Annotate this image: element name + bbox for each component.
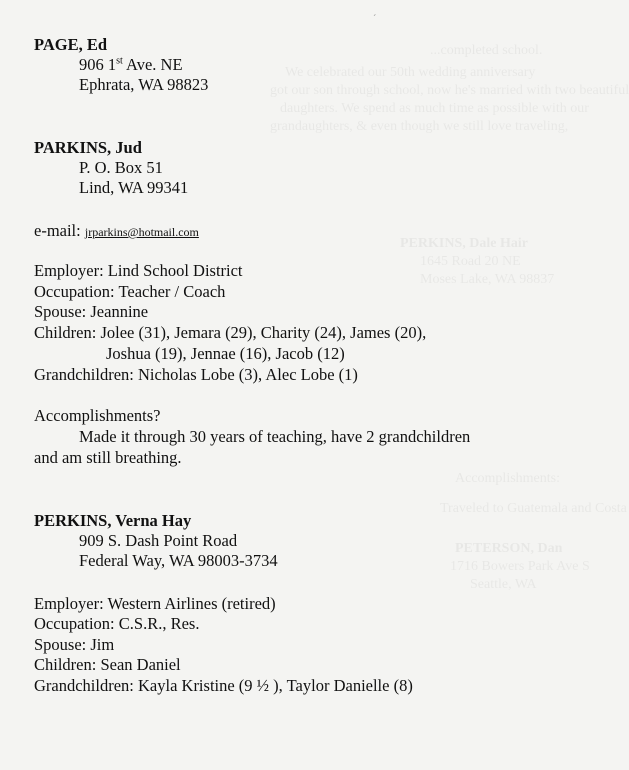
scan-speck: ˊ — [373, 14, 377, 25]
entry-address-line2: Lind, WA 99341 — [79, 178, 189, 197]
entry-address-line2: Ephrata, WA 98823 — [79, 75, 209, 94]
email-line — [34, 221, 199, 242]
employer-line: Employer: Western Airlines (retired) — [34, 594, 276, 613]
ghost-text-line: Accomplishments: — [455, 471, 560, 486]
occupation-line: Occupation: C.S.R., Res. — [34, 614, 200, 633]
ghost-text-line: Moses Lake, WA 98837 — [420, 272, 555, 287]
ghost-text-line: ...completed school. — [430, 43, 543, 58]
accomplishments-text: Made it through 30 years of teaching, have 2 grandchildren — [79, 427, 471, 446]
email-label: e-mail: — [34, 221, 81, 240]
email-link[interactable]: jrparkins@hotmail.com — [84, 225, 199, 239]
accomplishments-label: Accomplishments? — [34, 406, 161, 425]
ghost-text-line: daughters. We spend as much time as possible with our — [280, 101, 589, 116]
entry-name: PERKINS, Verna Hay — [34, 511, 192, 530]
entry-name: PARKINS, Jud — [34, 138, 142, 157]
ghost-text-line: 1716 Bowers Park Ave S — [450, 559, 590, 574]
accomplishments-text-continued: and am still breathing. — [34, 448, 182, 467]
children-line: Children: Jolee (31), Jemara (29), Charity (24), James (20), — [34, 323, 427, 342]
ghost-text-line: PERKINS, Dale Hair — [400, 236, 528, 251]
entry-name: PAGE, Ed — [34, 35, 108, 54]
entry-address-line1: P. O. Box 51 — [79, 158, 163, 177]
spouse-line: Spouse: Jim — [34, 635, 115, 654]
ghost-text-line: grandaughters, & even though we still love traveling, — [270, 119, 569, 134]
entry-address-line1: 906 1st Ave. NE — [79, 55, 183, 74]
ghost-text-line: got our son through school, now he's married with two beautiful — [270, 83, 629, 98]
employer-line: Employer: Lind School District — [34, 261, 243, 280]
occupation-line: Occupation: Teacher / Coach — [34, 282, 226, 301]
ghost-text-line: Seattle, WA — [470, 577, 537, 592]
ghost-text-line: PETERSON, Dan — [455, 541, 563, 556]
children-line-continued: Joshua (19), Jennae (16), Jacob (12) — [106, 344, 345, 363]
spouse-line: Spouse: Jeannine — [34, 302, 149, 321]
children-line: Children: Sean Daniel — [34, 655, 181, 674]
ghost-text-line: 1645 Road 20 NE — [420, 254, 521, 269]
grandchildren-line: Grandchildren: Kayla Kristine (9 ½ ), Taylor Danielle (8) — [34, 676, 413, 695]
entry-address-line2: Federal Way, WA 98003-3734 — [79, 551, 278, 570]
entry-address-line1: 909 S. Dash Point Road — [79, 531, 238, 550]
grandchildren-line: Grandchildren: Nicholas Lobe (3), Alec Lobe (1) — [34, 365, 358, 384]
ghost-text-line: Traveled to Guatemala and Costa — [440, 501, 627, 516]
ghost-text-line: We celebrated our 50th wedding anniversary — [285, 65, 536, 80]
